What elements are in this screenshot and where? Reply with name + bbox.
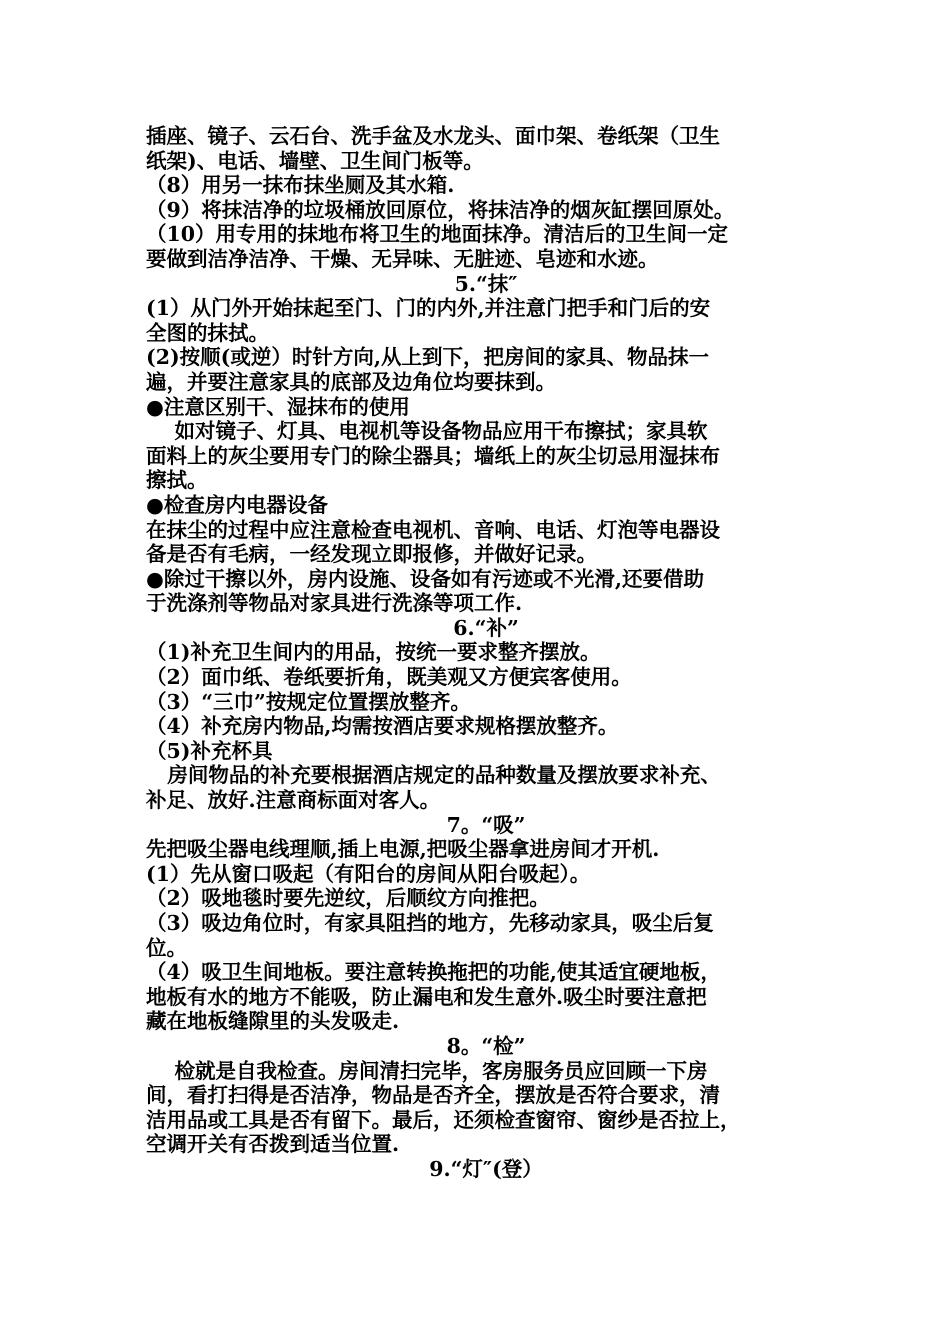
text-line: 位。 (146, 935, 187, 960)
section-heading: 6.“补” (453, 615, 519, 640)
text-line: 藏在地板缝隙里的头发吸走. (146, 1009, 400, 1034)
text-line: （10）用专用的抹地布将卫生的地面抹净。清洁后的卫生间一定 (146, 222, 729, 247)
text-line: 房间物品的补充要根据酒店规定的品种数量及摆放要求补充、 (146, 763, 721, 788)
text-line: 地板有水的地方不能吸，防止漏电和发生意外.吸尘时要注意把 (146, 984, 707, 1009)
text-line: 面料上的灰尘要用专门的除尘器具；墙纸上的灰尘切忌用湿抹布 (146, 443, 720, 468)
text-line: 如对镜子、灯具、电视机等设备物品应用干布擦拭；家具软 (146, 419, 708, 444)
text-line: 于洗涤剂等物品对家具进行洗涤等项工作. (146, 591, 523, 616)
text-line: 空调开关有否拨到适当位置. (146, 1132, 400, 1157)
text-line: 在抹尘的过程中应注意检查电视机、音响、电话、灯泡等电器设 (146, 517, 720, 542)
text-line: (1）先从窗口吸起（有阳台的房间从阳台吸起）。 (146, 861, 591, 886)
text-line: 先把吸尘器电线理顺,插上电源,把吸尘器拿进房间才开机. (146, 837, 660, 862)
text-line: （5)补充杯具 (146, 738, 273, 763)
section-heading: 8。“检” (446, 1033, 526, 1058)
text-line: （1)补充卫生间内的用品，按统一要求整齐摆放。 (146, 640, 601, 665)
text-line: 洁用品或工具是否有留下。最后，还须检查窗帘、窗纱是否拉上， (146, 1107, 741, 1132)
section-heading: 7。“吸” (446, 812, 526, 837)
document-body (146, 124, 826, 1182)
text-line: （3）吸边角位时，有家具阻挡的地方，先移动家具，吸尘后复 (146, 911, 714, 935)
text-line: 纸架)、电话、墙壁、卫生间门板等。 (146, 148, 484, 173)
text-line: （4）吸卫生间地板。要注意转换拖把的功能,使其适宜硬地板， (146, 960, 721, 985)
text-line: ●检查房内电器设备 (146, 492, 328, 517)
text-line: 补足、放好.注意商标面对客人。 (146, 788, 441, 813)
text-line: 要做到洁净洁净、干燥、无异味、无脏迹、皂迹和水迹。 (146, 246, 659, 271)
text-line: （2）吸地毯时要先逆纹，后顺纹方向推把。 (146, 886, 550, 911)
text-line: 间，看打扫得是否洁净，物品是否齐全，摆放是否符合要求，清 (146, 1083, 720, 1108)
text-line: （9）将抹洁净的垃圾桶放回原位，将抹洁净的烟灰缸摆回原处。 (146, 197, 735, 222)
text-line: 插座、镜子、云石台、洗手盆及水龙头、面巾架、卷纸架（卫生 (146, 124, 720, 148)
text-line: 遍，并要注意家具的底部及边角位均要抹到。 (146, 369, 556, 394)
text-line: 全图的抹拭。 (146, 320, 269, 345)
text-line: （3）“三巾”按规定位置摆放整齐。 (146, 689, 471, 714)
section-heading: 5.“抹″ (454, 271, 518, 296)
text-line: (2)按顺(或逆）时针方向,从上到下，把房间的家具、物品抹一 (146, 345, 709, 370)
text-line: 备是否有毛病，一经发现立即报修，并做好记录。 (146, 542, 597, 567)
text-line: ●注意区别干、湿抹布的使用 (146, 394, 410, 419)
section-heading: 9.“灯″(登） (429, 1156, 543, 1181)
text-line: （4）补充房内物品,均需按酒店要求规格摆放整齐。 (146, 714, 619, 739)
text-line: ●除过干擦以外，房内设施、设备如有污迹或不光滑,还要借助 (146, 566, 705, 591)
text-line: 检就是自我检查。房间清扫完毕，客房服务员应回顾一下房 (146, 1058, 708, 1083)
text-line: （2）面巾纸、卷纸要折角，既美观又方便宾客使用。 (146, 665, 632, 690)
text-line: 擦拭。 (146, 468, 208, 493)
text-line: (1）从门外开始抹起至门、门的内外,并注意门把手和门后的安 (146, 296, 711, 321)
text-line: （8）用另一抹布抹坐厕及其水箱. (146, 173, 455, 198)
